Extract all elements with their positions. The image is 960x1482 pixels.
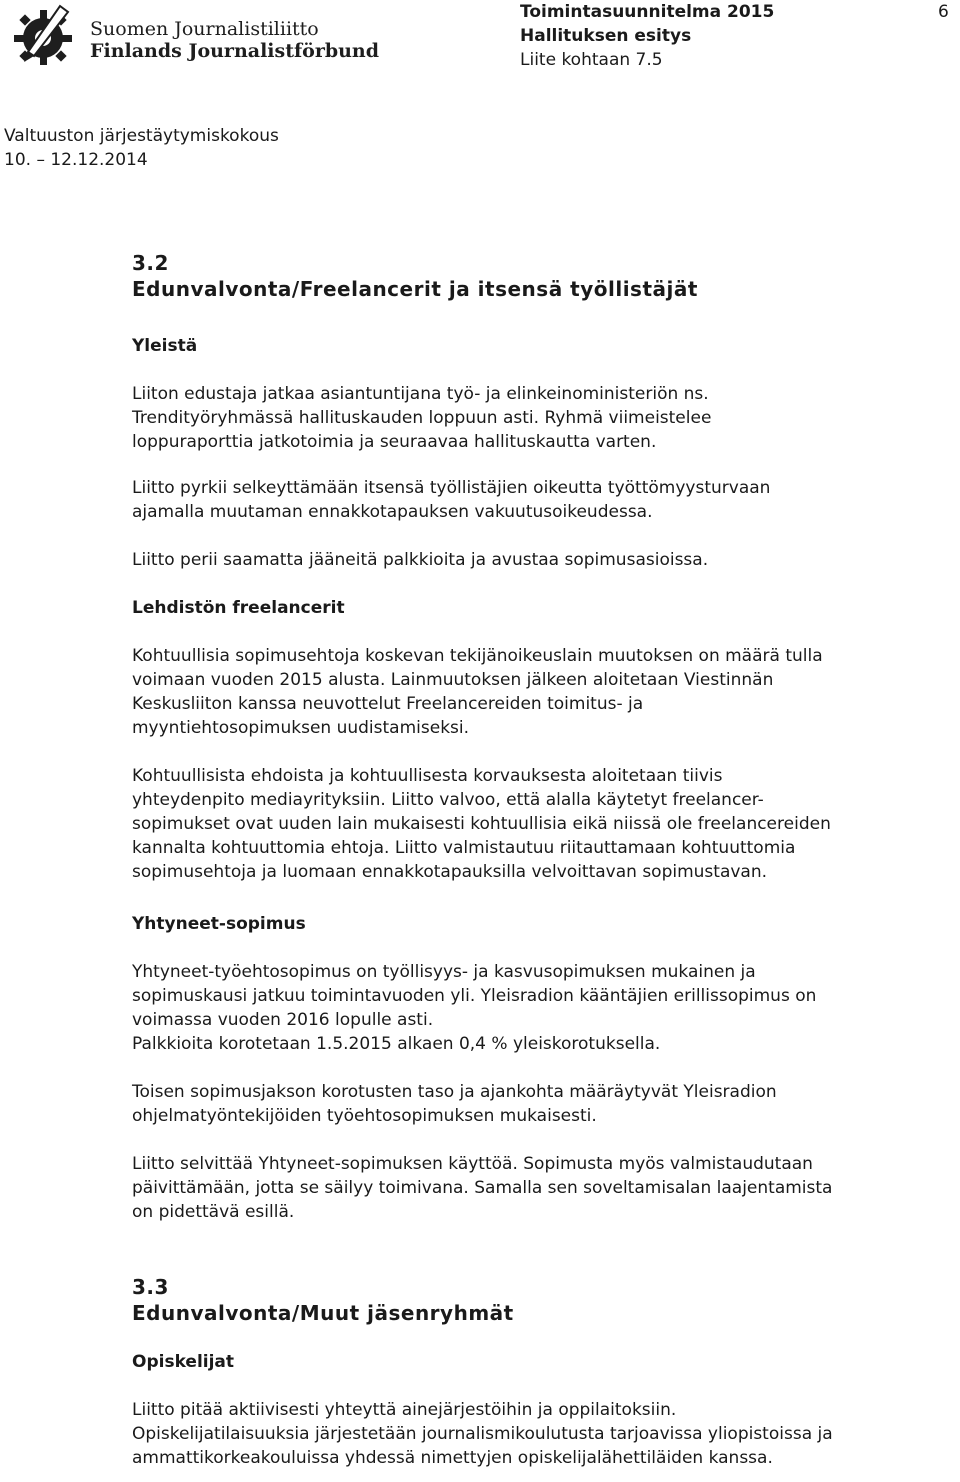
paragraph: Liitto perii saamatta jääneitä palkkioita ja avustaa sopimusasioissa. xyxy=(132,550,709,570)
paragraph: Liiton edustaja jatkaa asiantuntijana työ- ja elinkeinoministeriön ns. Trendityöryhmässä hallituskauden loppuun asti. Ryhmä viimeistelee loppuraporttia jatkotoimia ja seuraavaa hallituskautta varten. xyxy=(132,384,712,452)
paragraph: Kohtuullisista ehdoista ja kohtuullisesta korvauksesta aloitetaan tiivis yhteydenpito mediayrityksiin. Liitto valvoo, että alalla käytetyt freelancer- sopimukset ovat uuden lain mukaisesti kohtuullisia eikä niissä ole freelancereiden kannalta kohtuuttomia ehtoja. Liitto valmistautuu riitauttamaan kohtuuttomia sopimusehtoja ja luomaan ennakkotapauksilla velvoittavan sopimustavan. xyxy=(132,766,831,882)
paragraph: Toisen sopimusjakson korotusten taso ja ajankohta määräytyvät Yleisradion ohjelmatyöntekijöiden työehtosopimuksen mukaisesti. xyxy=(132,1082,777,1126)
document-title: Toimintasuunnitelma 2015 xyxy=(520,2,775,22)
document-header xyxy=(520,0,774,72)
gear-pen-logo-icon xyxy=(10,4,76,66)
meeting-date: 10. – 12.12.2014 xyxy=(4,150,148,170)
organization-logo xyxy=(10,4,380,66)
section-3-2-title: Edunvalvonta/Freelancerit ja itsensä työllistäjät xyxy=(132,277,698,301)
heading-opiskelijat: Opiskelijat xyxy=(132,1352,235,1372)
section-3-2-number: 3.2 xyxy=(132,251,169,275)
section-3-3-title: Edunvalvonta/Muut jäsenryhmät xyxy=(132,1301,514,1325)
section-3-3-number: 3.3 xyxy=(132,1275,169,1299)
organization-name-finnish: Suomen Journalistiliitto xyxy=(90,18,319,40)
heading-lehdiston-freelancerit: Lehdistön freelancerit xyxy=(132,598,345,618)
paragraph: Liitto pitää aktiivisesti yhteyttä ainejärjestöihin ja oppilaitoksiin. Opiskelijatilaisuuksia järjestetään journalismikoulutusta tarjoavissa yliopistoissa ja ammattikorkeakouluissa yhdessä nimettyjen opiskelijalähettiläiden kanssa. xyxy=(132,1400,833,1468)
page-number: 6 xyxy=(938,2,949,22)
document-body xyxy=(132,250,952,1470)
meeting-name: Valtuuston järjestäytymiskokous xyxy=(4,126,279,146)
paragraph: Liitto selvittää Yhtyneet-sopimuksen käyttöä. Sopimusta myös valmistaudutaan päivittämään, jotta se säilyy toimivana. Samalla sen soveltamisalan laajentamista on pidettävä esillä. xyxy=(132,1154,833,1222)
document-subtitle: Hallituksen esitys xyxy=(520,26,692,46)
meeting-info xyxy=(4,124,279,172)
paragraph: Yhtyneet-työehtosopimus on työllisyys- ja kasvusopimuksen mukainen ja sopimuskausi jatkuu toimintavuoden yli. Yleisradion kääntäjien erillissopimus on voimassa vuoden 2016 lopulle asti. Palkkioita korotetaan 1.5.2015 alkaen 0,4 % yleiskorotuksella. xyxy=(132,962,817,1054)
organization-name-swedish: Finlands Journalistförbund xyxy=(90,40,380,62)
organization-name xyxy=(90,18,379,62)
paragraph: Kohtuullisia sopimusehtoja koskevan tekijänoikeuslain muutoksen on määrä tulla voimaan vuoden 2015 alusta. Lainmuutoksen jälkeen aloitetaan Viestinnän Keskusliiton kanssa neuvottelut Freelancereiden toimitus- ja myyntiehtosopimuksen uudistamiseksi. xyxy=(132,646,823,738)
paragraph: Liitto pyrkii selkeyttämään itsensä työllistäjien oikeutta työttömyysturvaan ajamalla muutaman ennakkotapauksen vakuutusoikeudessa. xyxy=(132,478,771,522)
heading-yhtyneet-sopimus: Yhtyneet-sopimus xyxy=(132,914,306,934)
attachment-reference: Liite kohtaan 7.5 xyxy=(520,50,663,70)
heading-yleista: Yleistä xyxy=(132,336,198,356)
